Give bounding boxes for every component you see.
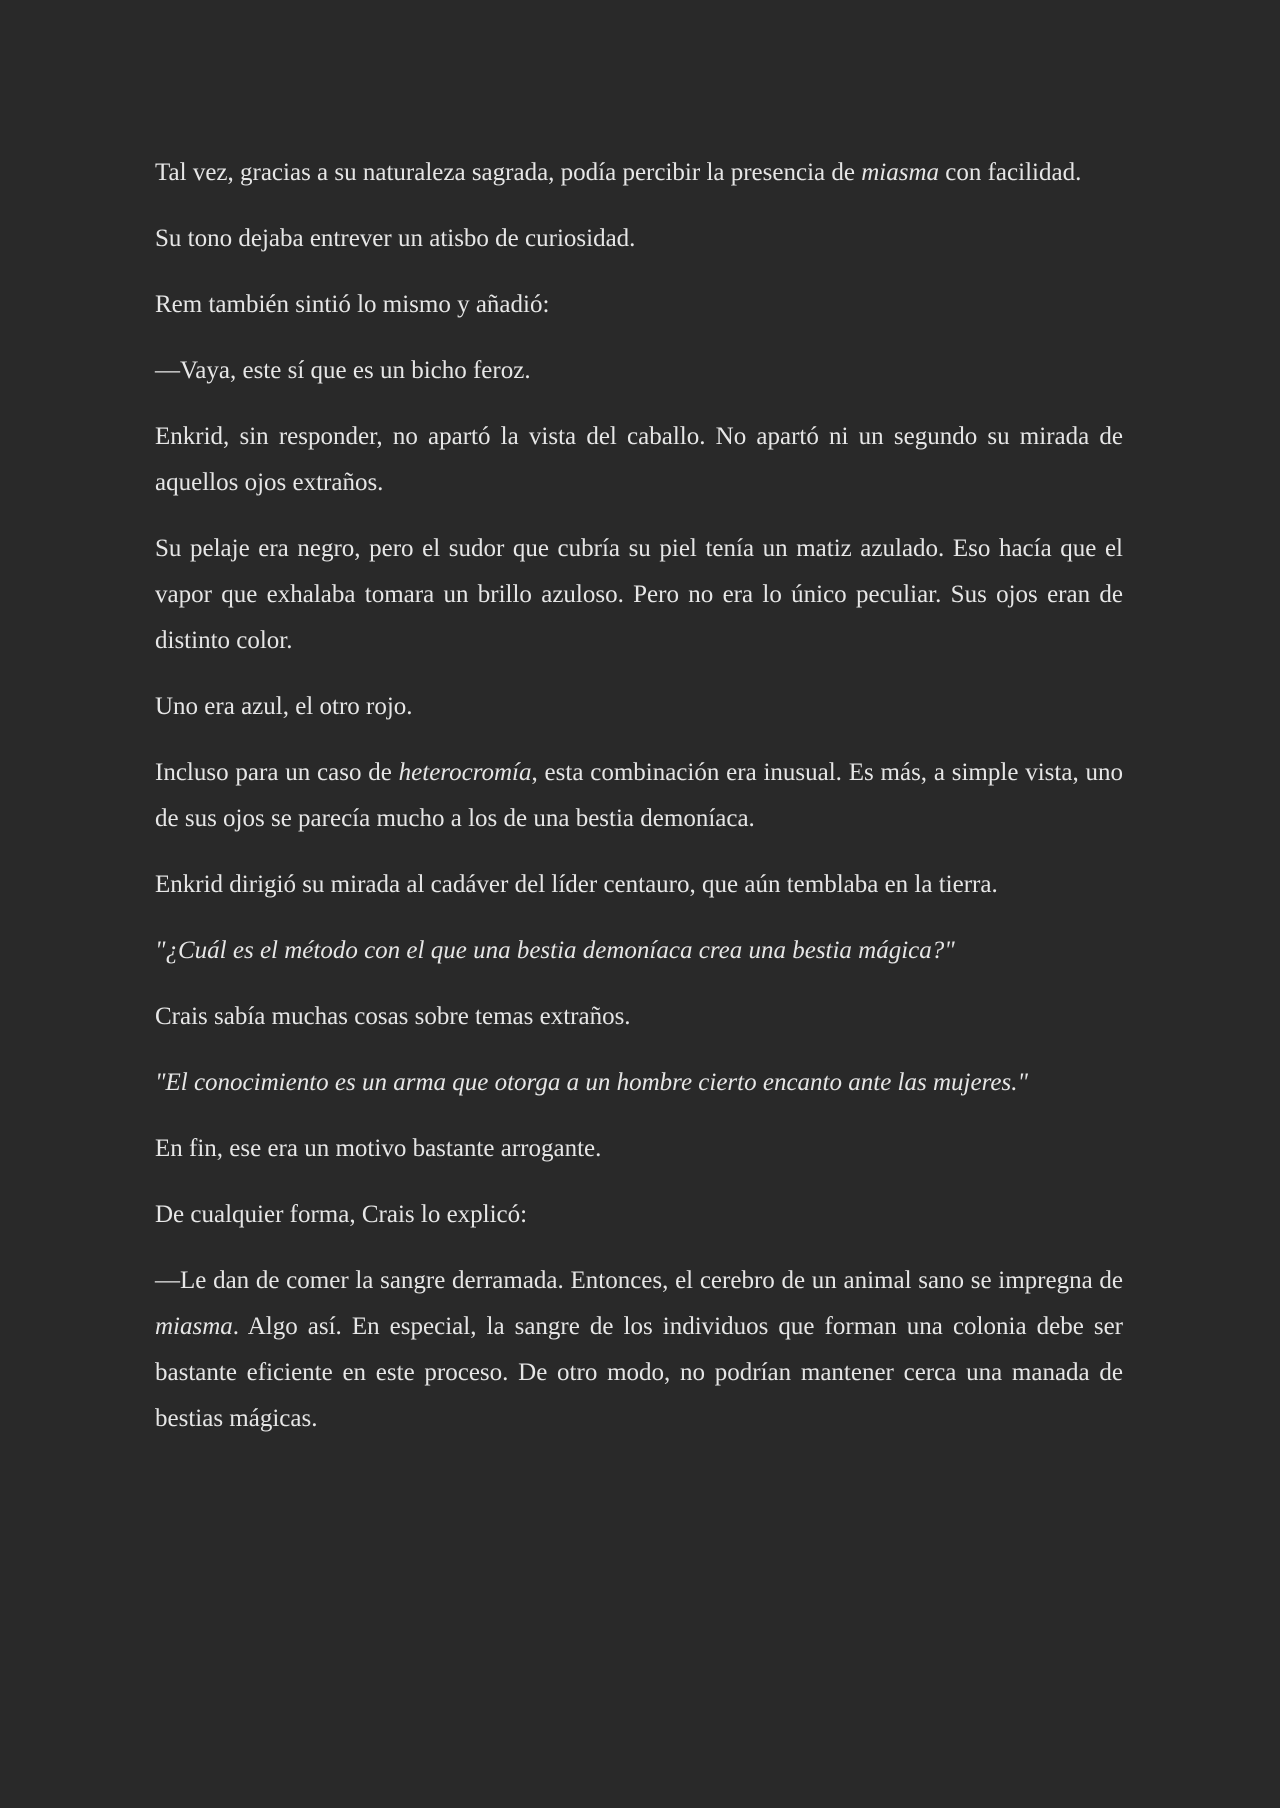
paragraph	[155, 994, 1123, 1040]
thought-paragraph	[155, 1060, 1123, 1106]
dialogue-paragraph	[155, 348, 1123, 394]
paragraph	[155, 282, 1123, 328]
italic-term: heterocromía	[398, 759, 532, 786]
italic-term: miasma	[155, 1313, 233, 1340]
text-segment: Incluso para un caso de	[155, 759, 399, 786]
chapter-text	[155, 150, 1123, 1462]
text-segment: De cualquier forma, Crais lo explicó:	[155, 1201, 528, 1228]
text-segment: Enkrid dirigió su mirada al cadáver del líder centauro, que aún temblaba en la tierra.	[155, 871, 998, 898]
paragraph	[155, 684, 1123, 730]
paragraph	[155, 1126, 1123, 1172]
text-segment: En fin, ese era un motivo bastante arrogante.	[155, 1135, 602, 1162]
paragraph	[155, 150, 1123, 196]
text-segment: , esta combinación era inusual. Es más, a simple vista, uno de sus ojos se parecía mucho a los de una bestia demoníaca.	[155, 759, 1123, 832]
text-segment: —Le dan de comer la sangre derramada. Entonces, el cerebro de un animal sano se impregna de	[155, 1267, 1123, 1294]
paragraph	[155, 216, 1123, 262]
dialogue-paragraph	[155, 1258, 1123, 1442]
text-segment: "El conocimiento es un arma que otorga a un hombre cierto encanto ante las mujeres."	[155, 1069, 1028, 1096]
paragraph	[155, 862, 1123, 908]
text-segment: con facilidad.	[939, 159, 1082, 186]
paragraph	[155, 414, 1123, 506]
paragraph	[155, 526, 1123, 664]
text-segment: Su tono dejaba entrever un atisbo de curiosidad.	[155, 225, 636, 252]
text-segment: Rem también sintió lo mismo y añadió:	[155, 291, 550, 318]
text-segment: Su pelaje era negro, pero el sudor que cubría su piel tenía un matiz azulado. Eso hacía que el vapor que exhalaba tomara un brillo azuloso. Pero no era lo único peculiar. Sus ojos eran de distinto color.	[155, 535, 1123, 654]
text-segment: Uno era azul, el otro rojo.	[155, 693, 413, 720]
thought-paragraph	[155, 928, 1123, 974]
text-segment: . Algo así. En especial, la sangre de los individuos que forman una colonia debe ser bastante eficiente en este proceso. De otro modo, no podrían mantener cerca una manada de bestias mágicas.	[155, 1313, 1123, 1432]
paragraph	[155, 750, 1123, 842]
text-segment: Crais sabía muchas cosas sobre temas extraños.	[155, 1003, 631, 1030]
text-segment: Enkrid, sin responder, no apartó la vista del caballo. No apartó ni un segundo su mirada de aquellos ojos extraños.	[155, 423, 1123, 496]
text-segment: "¿Cuál es el método con el que una bestia demoníaca crea una bestia mágica?"	[155, 937, 955, 964]
paragraph	[155, 1192, 1123, 1238]
italic-term: miasma	[861, 159, 940, 186]
text-segment: Tal vez, gracias a su naturaleza sagrada, podía percibir la presencia de	[155, 159, 862, 186]
text-segment: —Vaya, este sí que es un bicho feroz.	[155, 357, 531, 384]
